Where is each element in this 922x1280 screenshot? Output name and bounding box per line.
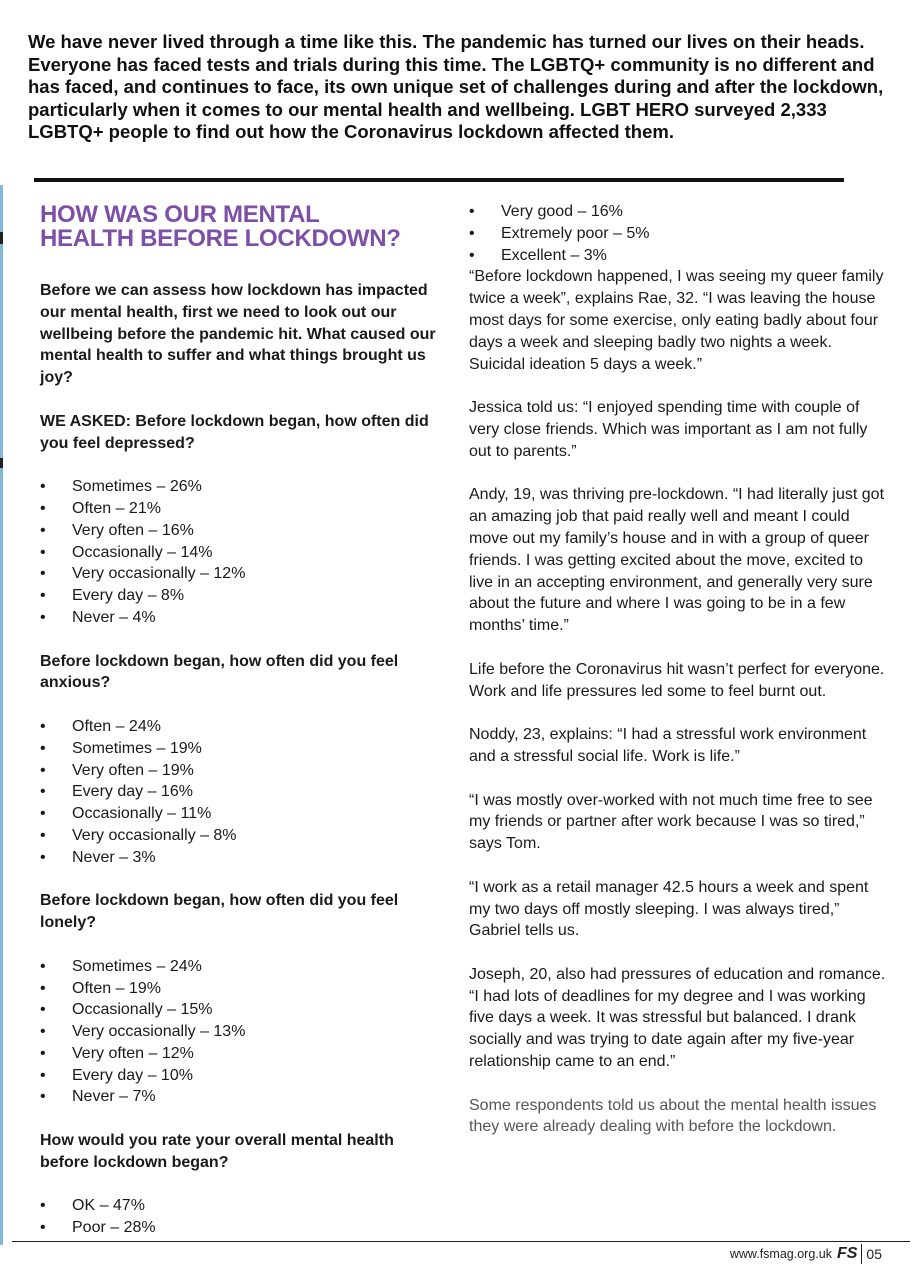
bullet-icon: • xyxy=(40,1219,46,1237)
body-paragraph: Andy, 19, was thriving pre-lockdown. “I had literally just got an amazing job that paid really well and meant I could move out my family’s house and in with a group of queer friends. I was getting excited about the move, excited to live in an accepting environment, and generally very sure about the future and where I was going to be in a few months’ time.” xyxy=(469,486,885,635)
bullet-icon: • xyxy=(469,203,475,220)
page-edge-strip xyxy=(0,185,3,1245)
answer-item: • Excellent – 3% xyxy=(469,245,889,267)
answer-item: • Very often – 19% xyxy=(40,760,455,782)
section-heading-line: HEALTH BEFORE LOCKDOWN? xyxy=(40,225,401,252)
footer-divider xyxy=(12,1241,910,1242)
bullet-icon: • xyxy=(40,1044,46,1062)
body-paragraph: Joseph, 20, also had pressures of education and romance. “I had lots of deadlines for my degree and I was working five days a week. It was stressful but balanced. I drank socially and was trying to date again after my five-year relationship came to an end.” xyxy=(469,965,886,1071)
answer-item: • OK – 47% xyxy=(40,1195,455,1217)
bullet-icon: • xyxy=(40,1088,46,1106)
bullet-icon: • xyxy=(40,1023,46,1041)
bullet-icon: • xyxy=(40,957,46,975)
answer-item: • Often – 19% xyxy=(40,978,455,1000)
bullet-icon: • xyxy=(40,783,46,801)
fs-logo: FS xyxy=(837,1244,862,1264)
bullet-icon: • xyxy=(40,587,46,605)
answer-item: • Very occasionally – 12% xyxy=(40,563,455,585)
body-paragraph: “I was mostly over-worked with not much time free to see my friends or partner after work because I was so tired,” says Tom. xyxy=(469,791,873,853)
section-heading xyxy=(40,203,455,251)
answer-item: • Very good – 16% xyxy=(469,201,889,223)
bullet-icon: • xyxy=(40,848,46,866)
bullet-icon: • xyxy=(40,499,46,517)
bullet-icon: • xyxy=(40,1197,46,1215)
answer-item: • Occasionally – 11% xyxy=(40,803,455,825)
answer-item: • Very often – 16% xyxy=(40,520,455,542)
bullet-icon: • xyxy=(40,805,46,823)
answer-item: • Very often – 12% xyxy=(40,1043,455,1065)
answer-item: • Very occasionally – 13% xyxy=(40,1021,455,1043)
bullet-icon: • xyxy=(469,224,475,242)
answer-item: • Sometimes – 24% xyxy=(40,956,455,978)
body-paragraph: Jessica told us: “I enjoyed spending time with couple of very close friends. Which was important as I am not fully out to parents.” xyxy=(469,399,868,460)
bullet-icon: • xyxy=(40,521,46,539)
answer-item: • Often – 24% xyxy=(40,716,455,738)
answer-item: • Every day – 8% xyxy=(40,585,455,607)
answer-item: • Sometimes – 26% xyxy=(40,476,455,498)
bullet-icon: • xyxy=(40,1001,46,1019)
answer-list-continued xyxy=(469,201,889,266)
section-heading-line: HOW WAS OUR MENTAL xyxy=(40,201,320,228)
survey-question: How would you rate your overall mental health before lockdown began? xyxy=(40,1132,394,1171)
lead-paragraph: Before we can assess how lockdown has impacted our mental health, first we need to look out our wellbeing before the pandemic hit. What caused our mental health to suffer and what things brought us joy? xyxy=(40,282,436,387)
answer-list xyxy=(40,1195,455,1239)
bullet-icon: • xyxy=(40,565,46,583)
answer-item: • Occasionally – 15% xyxy=(40,999,455,1021)
page-edge-mark xyxy=(0,232,3,244)
answer-item: • Sometimes – 19% xyxy=(40,738,455,760)
answer-item: • Often – 21% xyxy=(40,498,455,520)
page-edge-mark xyxy=(0,458,3,468)
answer-item: • Occasionally – 14% xyxy=(40,542,455,564)
closing-paragraph: Some respondents told us about the mental health issues they were already dealing with before the lockdown. xyxy=(469,1096,877,1136)
body-paragraph: Noddy, 23, explains: “I had a stressful work environment and a stressful social life. Work is life.” xyxy=(469,726,867,765)
survey-question: WE ASKED: Before lockdown began, how often did you feel depressed? xyxy=(40,412,429,452)
bullet-icon: • xyxy=(40,543,46,561)
body-paragraph: “Before lockdown happened, I was seeing my queer family twice a week”, explains Rae, 32. “I was leaving the house most days for some exercise, only eating badly about four days a week and sleeping badly two nights a week. Suicidal ideation 5 days a week.” xyxy=(469,268,884,373)
answer-item: • Very occasionally – 8% xyxy=(40,825,455,847)
body-paragraph: “I work as a retail manager 42.5 hours a week and spent my two days off mostly sleeping. I was always tired,” Gabriel tells us. xyxy=(469,878,869,940)
answer-item: • Extremely poor – 5% xyxy=(469,223,889,245)
answer-item: • Never – 4% xyxy=(40,607,455,629)
answer-item: • Poor – 28% xyxy=(40,1217,455,1239)
footer xyxy=(730,1243,882,1265)
top-divider xyxy=(34,178,844,182)
bullet-icon: • xyxy=(40,761,46,779)
bullet-icon: • xyxy=(40,739,46,757)
answer-list xyxy=(40,716,455,869)
body-paragraph: Life before the Coronavirus hit wasn’t perfect for everyone. Work and life pressures led some to feel burnt out. xyxy=(469,660,885,700)
answer-list xyxy=(40,956,455,1109)
answer-item: • Every day – 10% xyxy=(40,1065,455,1087)
bullet-icon: • xyxy=(40,826,46,844)
page-number: 05 xyxy=(866,1246,882,1262)
answer-item: • Never – 3% xyxy=(40,847,455,869)
bullet-icon: • xyxy=(40,608,46,626)
bullet-icon: • xyxy=(469,246,475,264)
answer-list xyxy=(40,476,455,629)
survey-question: Before lockdown began, how often did you feel anxious? xyxy=(40,652,399,692)
right-column xyxy=(469,201,889,1138)
footer-url[interactable]: www.fsmag.org.uk xyxy=(729,1247,832,1261)
bullet-icon: • xyxy=(40,1066,46,1084)
survey-question: Before lockdown began, how often did you feel lonely? xyxy=(40,892,399,932)
answer-item: • Never – 7% xyxy=(40,1086,455,1108)
left-column xyxy=(40,203,455,1239)
bullet-icon: • xyxy=(40,979,46,997)
bullet-icon: • xyxy=(40,478,46,496)
bullet-icon: • xyxy=(40,717,46,735)
answer-item: • Every day – 16% xyxy=(40,781,455,803)
intro-paragraph: We have never lived through a time like this. The pandemic has turned our lives on their heads. Everyone has faced tests and trials during this time. The LGBTQ+ community is no different and has faced, and continues to face, its own unique set of challenges during and after the lockdown, particularly when it comes to our mental health and wellbeing. LGBT HERO surveyed 2,333 LGBTQ+ people to find out how the Coronavirus lockdown affected them. xyxy=(28,31,884,143)
